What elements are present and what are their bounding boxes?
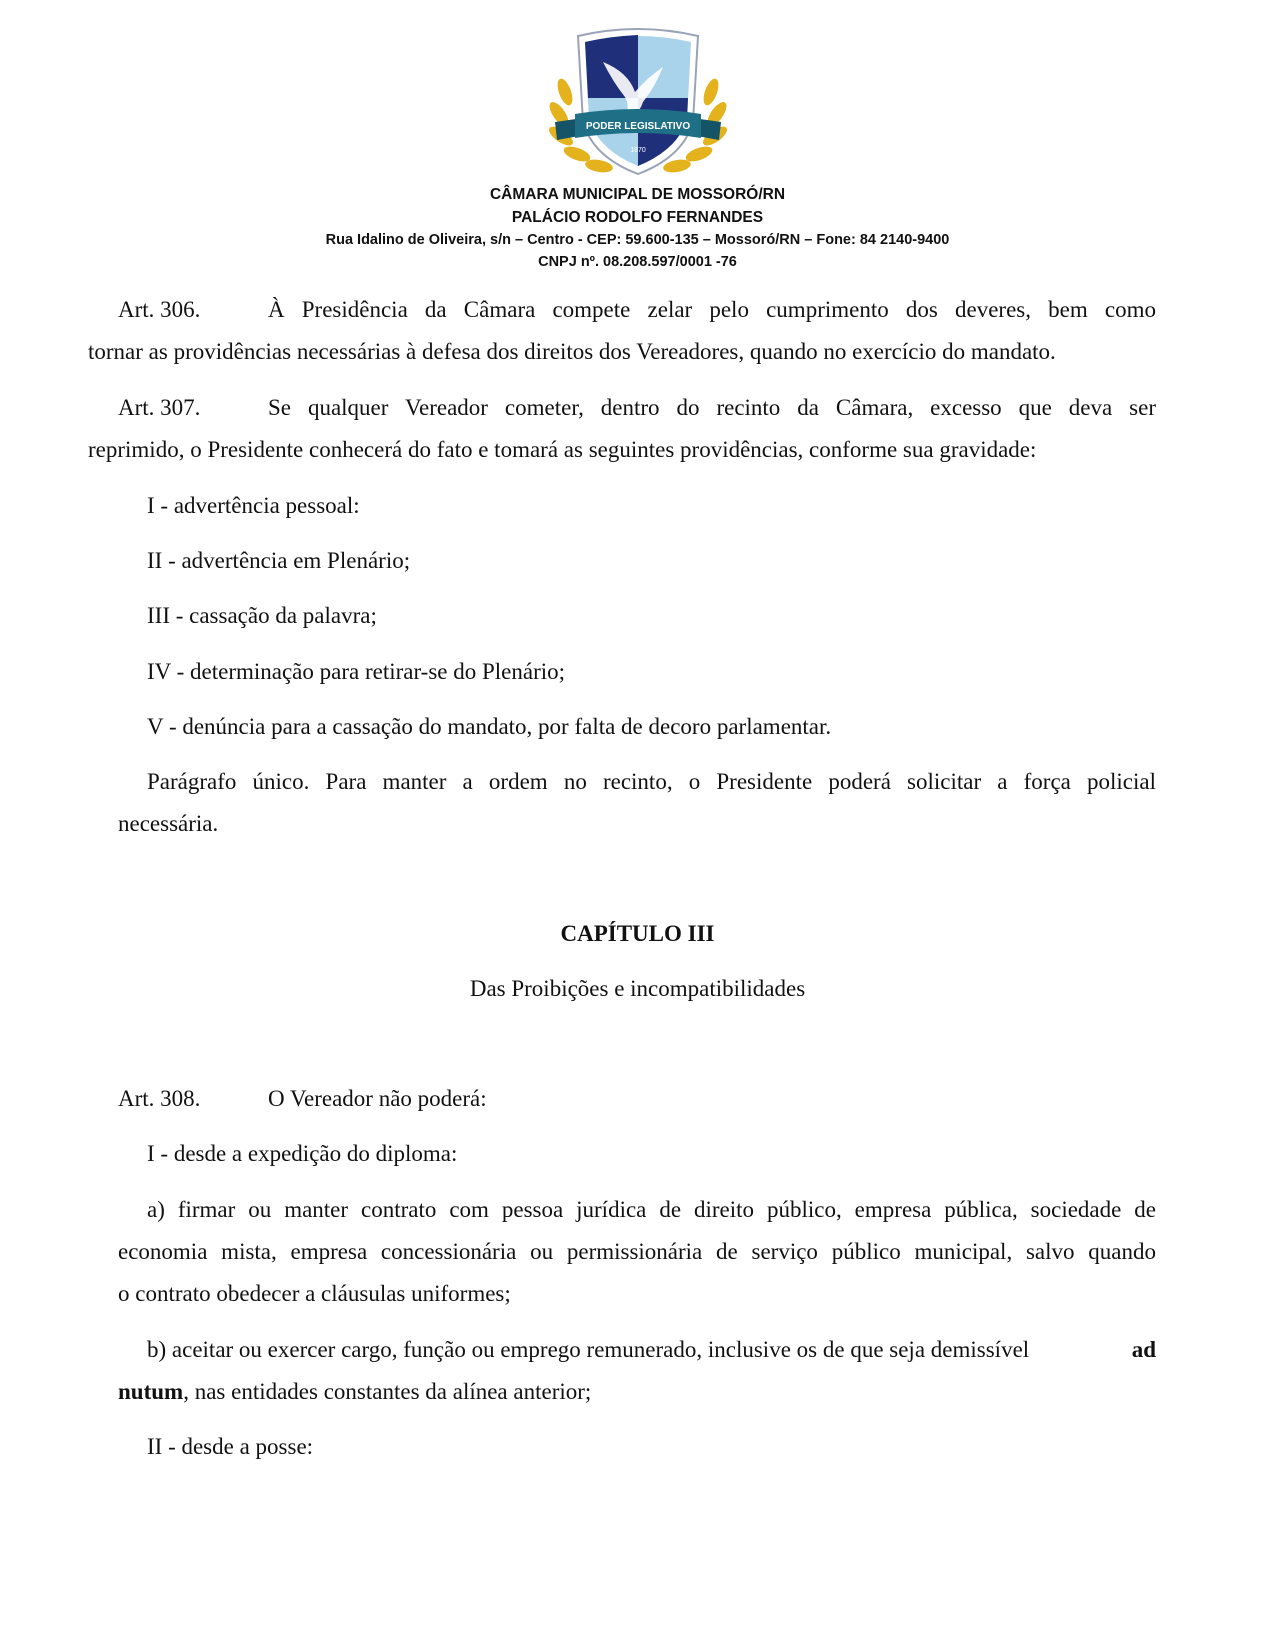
article-308-item-2: II - desde a posse: bbox=[147, 1434, 314, 1459]
article-308-line1: O Vereador não poderá: bbox=[268, 1086, 487, 1111]
article-307-line2: reprimido, o Presidente conhecerá do fato e tomará as seguintes providências, conforme sua gravidade: bbox=[88, 437, 1037, 462]
article-308-alinea-b-line1 bbox=[147, 1338, 1156, 1361]
article-307-paragrafo-line1: Parágrafo único. Para manter a ordem no recinto, o Presidente poderá solicitar a força policial bbox=[147, 769, 1156, 794]
article-306-number: Art. 306. bbox=[118, 297, 201, 322]
camara-logo bbox=[543, 22, 733, 182]
letterhead-cnpj: CNPJ nº. 08.208.597/0001 -76 bbox=[538, 254, 737, 270]
article-307-item-1: I - advertência pessoal: bbox=[147, 493, 360, 518]
chapter-subtitle: Das Proibições e incompatibilidades bbox=[469, 976, 806, 1001]
article-307-line1: Se qualquer Vereador cometer, dentro do recinto da Câmara, excesso que deva ser bbox=[268, 395, 1156, 420]
article-307-item-4: IV - determinação para retirar-se do Plenário; bbox=[147, 659, 566, 684]
letterhead-address: Rua Idalino de Oliveira, s/n – Centro - CEP: 59.600-135 – Mossoró/RN – Fone: 84 2140-9400 bbox=[325, 232, 950, 248]
article-308-alinea-a-line1: a) firmar ou manter contrato com pessoa jurídica de direito público, empresa pública, sociedade de bbox=[147, 1197, 1156, 1222]
article-306-line1: À Presidência da Câmara compete zelar pelo cumprimento dos deveres, bem como bbox=[268, 297, 1156, 322]
alinea-b-bold-ad: ad bbox=[1131, 1337, 1156, 1362]
alinea-b-text: b) aceitar ou exercer cargo, função ou emprego remunerado, inclusive os de que seja demissível bbox=[147, 1337, 1030, 1362]
logo-year: 1870 bbox=[630, 147, 646, 154]
article-308-alinea-b-line2 bbox=[118, 1380, 591, 1403]
letterhead-institution: CÂMARA MUNICIPAL DE MOSSORÓ/RN bbox=[489, 186, 786, 203]
article-308-alinea-a-line2: economia mista, empresa concessionária ou permissionária de serviço público municipal, salvo quando bbox=[118, 1239, 1156, 1264]
article-307-item-3: III - cassação da palavra; bbox=[147, 603, 377, 628]
letterhead-palace: PALÁCIO RODOLFO FERNANDES bbox=[511, 209, 764, 226]
article-308-item-1: I - desde a expedição do diploma: bbox=[147, 1141, 458, 1166]
article-307-item-5: V - denúncia para a cassação do mandato, por falta de decoro parlamentar. bbox=[147, 714, 832, 739]
alinea-b-text-2: , nas entidades constantes da alínea anterior; bbox=[183, 1379, 592, 1404]
article-306-line2: tornar as providências necessárias à defesa dos direitos dos Vereadores, quando no exercício do mandato. bbox=[88, 339, 1056, 364]
dove-shield-emblem-icon bbox=[543, 22, 733, 182]
chapter-title: CAPÍTULO III bbox=[560, 921, 715, 946]
alinea-b-bold-nutum: nutum bbox=[118, 1379, 184, 1404]
article-307-item-2: II - advertência em Plenário; bbox=[147, 548, 411, 573]
article-307-paragrafo-line2: necessária. bbox=[118, 811, 219, 836]
article-308-number: Art. 308. bbox=[118, 1086, 201, 1111]
article-308-alinea-a-line3: o contrato obedecer a cláusulas uniformes; bbox=[118, 1281, 511, 1306]
article-307-number: Art. 307. bbox=[118, 395, 201, 420]
logo-ribbon-text: PODER LEGISLATIVO bbox=[585, 121, 691, 132]
